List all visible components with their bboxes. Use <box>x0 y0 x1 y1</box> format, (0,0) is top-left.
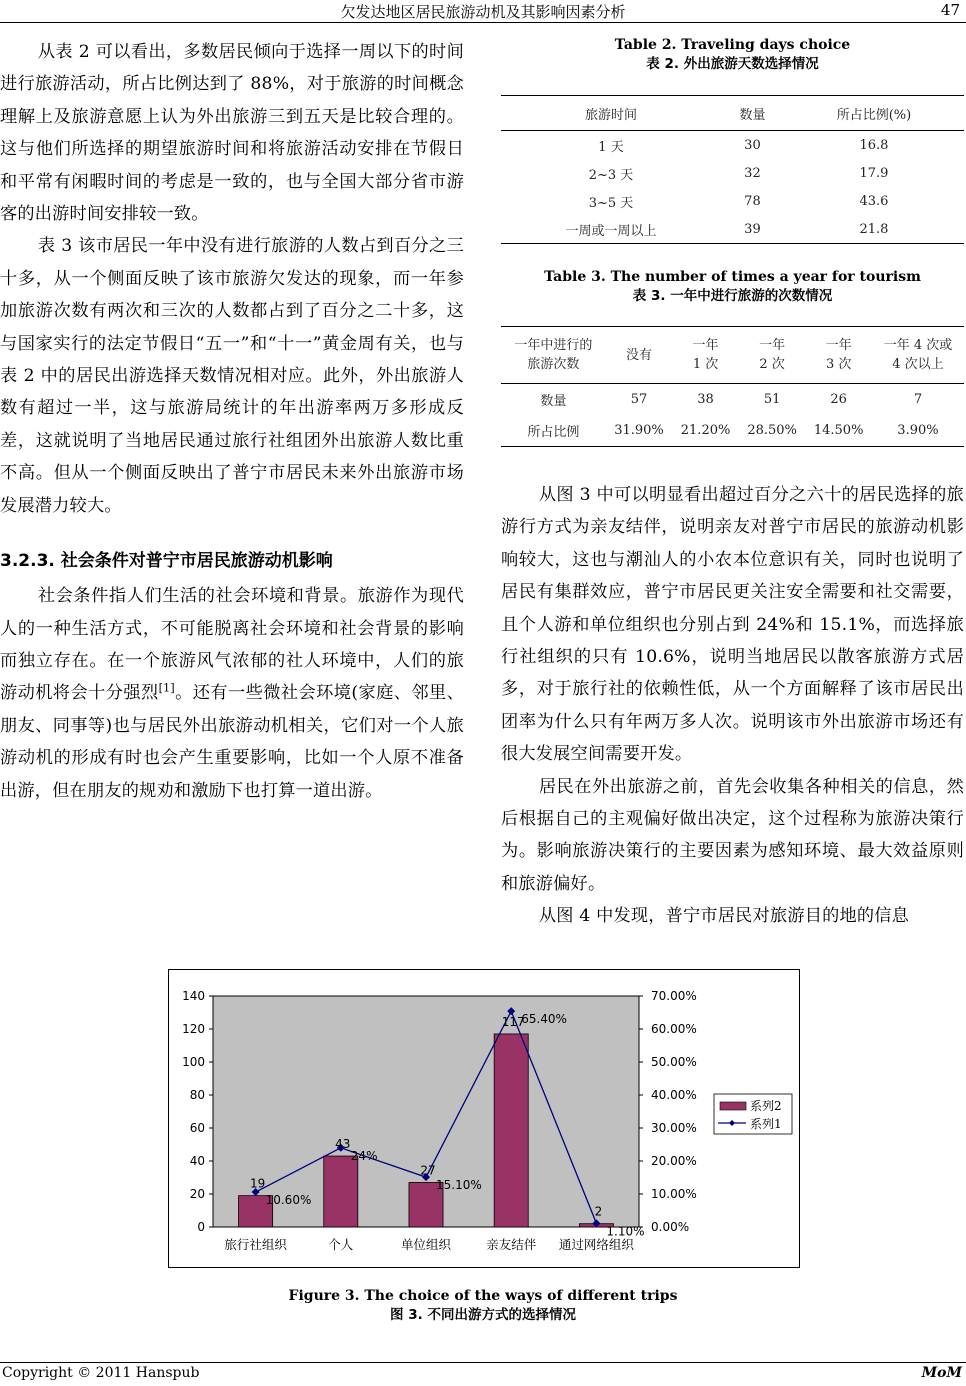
table-cell: 30 <box>744 137 761 153</box>
legend-label: 系列2 <box>750 1099 782 1113</box>
line-data-label: 1.10% <box>606 1224 645 1239</box>
table-cell: 7 <box>913 392 923 407</box>
header-line: 2 次 <box>759 357 785 372</box>
header-line: 一年 4 次或 <box>883 338 953 353</box>
table-cell: 32 <box>744 165 761 181</box>
page-footer <box>0 1362 966 1385</box>
journal-abbrev: MoM <box>921 1365 962 1381</box>
table3-header-cell <box>739 327 806 384</box>
header-line: 没有 <box>626 347 653 363</box>
table2-header-cell: 所占比例(%) <box>836 107 912 123</box>
bar <box>324 1156 358 1227</box>
bar-data-label: 19 <box>249 1176 266 1191</box>
copyright: Copyright © 2011 Hanspub <box>2 1365 200 1381</box>
table-cell: 26 <box>830 392 847 407</box>
x-category-label: 旅行社组织 <box>224 1237 287 1252</box>
table3-header-cell <box>805 327 872 384</box>
header-line: 一年 <box>759 338 786 353</box>
line-data-label: 15.10% <box>436 1178 482 1193</box>
table-cell: 78 <box>744 193 761 209</box>
x-category-label: 单位组织 <box>400 1237 452 1252</box>
line-data-label: 65.40% <box>521 1012 567 1027</box>
y-right-tick-label: 70.00% <box>651 989 697 1003</box>
paragraph-social-tail: 。还有一些微社会环境(家庭、邻里、朋友、同事等)也与居民外出旅游动机相关，它们对一个人旅游动机的形成有时也会产生重要影响，比如一个人原不准备出游，但在朋友的规劝和激励下也打算一道出游。 <box>0 683 464 801</box>
figure3-caption-en: Figure 3. The choice of the ways of different trips <box>288 1288 678 1304</box>
figure3-caption <box>0 1287 966 1325</box>
paragraph-figure3-analysis: 从图 3 中可以明显看出超过百分之六十的居民选择的旅游行方式为亲友结伴，说明亲友对普宁市居民的旅游动机影响较大，这也与潮汕人的小农本位意识有关，同时也说明了居民有集群效应，普宁市居民更关注安全需要和社交需要，且个人游和单位组织也分别占到 24%和 15.1%，而选择旅行社组织的只有 10.6%，说明当地居民以散客旅游方式居多，对于旅行社的依赖性低，从一个方面解释了该市居民出团率为什么只有年两万多人次。说明该市外出旅游市场还有很大发展空间需要开发。 <box>501 485 964 765</box>
table-cell: 28.50% <box>747 423 797 438</box>
table-cell: 21.20% <box>680 423 731 438</box>
legend-swatch-bar <box>720 1102 746 1110</box>
table-cell: 3.90% <box>897 423 939 438</box>
table3-header-row <box>501 327 964 384</box>
header-line: 4 次以上 <box>892 357 944 372</box>
right-text-block <box>501 479 964 933</box>
y-left-tick-label: 60 <box>189 1121 205 1135</box>
line-data-label: 10.60% <box>265 1193 312 1208</box>
table-row <box>501 187 964 215</box>
y-right-tick-label: 40.00% <box>651 1088 697 1102</box>
paragraph-social-main: 社会条件指人们生活的社会环境和背景。旅游作为现代人的一种生活方式，不可能脱离社会环境和社会背景的影响而独立存在。在一个旅游风气浓郁的社人环境中，人们的旅游动机将会十分强烈 <box>0 586 464 704</box>
table-row <box>501 215 964 244</box>
bar-data-label: 43 <box>335 1137 351 1152</box>
bar-data-label: 117 <box>501 1014 525 1029</box>
header-line: 一年 <box>825 338 852 353</box>
section-heading: 3.2.3. 社会条件对普宁市居民旅游动机影响 <box>0 551 333 572</box>
y-right-tick-label: 50.00% <box>651 1055 697 1069</box>
table-row <box>501 159 964 187</box>
table3-caption-cn: 表 3. 一年中进行旅游的次数情况 <box>632 288 833 304</box>
header-line: 3 次 <box>825 357 852 372</box>
table3 <box>501 326 964 447</box>
table-cell: 3~5 天 <box>588 195 634 211</box>
table2-header-cell: 旅游时间 <box>585 107 638 123</box>
table-cell: 所占比例 <box>527 425 580 440</box>
table2-header-cell: 数量 <box>739 107 766 123</box>
table2-header-row <box>501 96 964 131</box>
page-number: 47 <box>940 1 960 19</box>
right-column <box>501 36 964 933</box>
y-left-tick-label: 40 <box>189 1154 205 1168</box>
bar-data-label: 2 <box>594 1204 603 1219</box>
table-cell: 57 <box>630 392 648 407</box>
y-right-tick-label: 60.00% <box>651 1022 697 1036</box>
table-cell: 38 <box>697 392 714 407</box>
paragraph-decision-behavior: 居民在外出旅游之前，首先会收集各种相关的信息，然后根据自己的主观偏好做出决定，这个过程称为旅游决策行为。影响旅游决策行的主要因素为感知环境、最大效益原则和旅游偏好。 <box>501 776 964 894</box>
header-line: 一年中进行的 <box>514 338 593 353</box>
citation-ref[interactable]: [1] <box>158 681 175 695</box>
table2-block <box>501 36 964 244</box>
x-category-label: 通过网络组织 <box>558 1237 634 1252</box>
left-column <box>0 36 464 807</box>
table-cell: 51 <box>763 392 781 407</box>
chart-svg <box>169 970 799 1267</box>
y-left-tick-label: 80 <box>189 1088 205 1102</box>
table-row <box>501 384 964 416</box>
paragraph-social-conditions <box>0 580 464 807</box>
table-row <box>501 131 964 160</box>
table-cell: 17.9 <box>859 165 889 181</box>
line-data-label: 24% <box>350 1148 378 1163</box>
table-cell: 数量 <box>540 394 567 409</box>
table-cell: 一周或一周以上 <box>565 223 657 239</box>
header-line: 旅游次数 <box>527 357 580 372</box>
table2-caption-cn: 表 2. 外出旅游天数选择情况 <box>646 56 819 72</box>
table-row <box>501 415 964 447</box>
figure3-caption-cn: 图 3. 不同出游方式的选择情况 <box>390 1307 576 1323</box>
table2 <box>501 95 964 244</box>
table2-caption-en: Table 2. Traveling days choice <box>614 37 851 53</box>
bar-data-label: 27 <box>420 1163 436 1178</box>
table3-header-cell <box>672 327 739 384</box>
header-line: 一年 <box>692 338 719 353</box>
figure3-chart <box>168 969 800 1268</box>
y-right-tick-label: 30.00% <box>651 1121 697 1135</box>
y-left-tick-label: 20 <box>189 1187 205 1201</box>
y-left-tick-label: 0 <box>197 1220 205 1234</box>
y-left-tick-label: 120 <box>182 1022 205 1036</box>
paragraph-table3-analysis: 表 3 该市居民一年中没有进行旅游的人数占到百分之三十多，从一个侧面反映了该市旅游欠发达的现象，而一年参加旅游次数有两次和三次的人数都占到了百分之二十多，这与国家实行的法定节假日“五一”和“十一”黄金周有关，也与表 2 中的居民出游选择天数情况相对应。此外，外出旅游人数有超过一半，这与旅游局统计的年出游率两万多形成反差，这就说明了当地居民通过旅行社组团外出旅游人数比重不高。但从一个侧面反映出了普宁市居民未来外出旅游市场发展潜力较大。 <box>0 236 464 516</box>
table3-header-cell <box>606 327 673 384</box>
y-left-tick-label: 100 <box>182 1055 205 1069</box>
paragraph-figure4-intro: 从图 4 中发现，普宁市居民对旅游目的地的信息 <box>538 906 910 927</box>
table3-header-cell <box>501 327 606 384</box>
table-cell: 1 天 <box>598 139 624 155</box>
y-left-tick-label: 140 <box>182 989 205 1003</box>
y-right-tick-label: 10.00% <box>651 1187 697 1201</box>
page-header <box>0 0 966 23</box>
legend-label: 系列1 <box>750 1117 782 1131</box>
y-right-tick-label: 0.00% <box>651 1220 690 1234</box>
table-cell: 14.50% <box>813 423 864 438</box>
table-cell: 21.8 <box>859 221 889 237</box>
x-category-label: 个人 <box>328 1237 354 1252</box>
y-right-tick-label: 20.00% <box>651 1154 697 1168</box>
table-cell: 43.6 <box>859 193 889 209</box>
table-cell: 2~3 天 <box>588 167 634 183</box>
table3-caption-en: Table 3. The number of times a year for tourism <box>544 269 921 285</box>
table-cell: 31.90% <box>614 423 664 438</box>
table-cell: 39 <box>744 221 761 237</box>
table3-block <box>501 268 964 447</box>
paragraph-table2-analysis: 从表 2 可以看出，多数居民倾向于选择一周以下的时间进行旅游活动，所占比例达到了 88%，对于旅游的时间概念理解上及旅游意愿上认为外出旅游三到五天是比较合理的。这与他们所选择的期望旅游时间和将旅游活动安排在节假日和平常有闲暇时间的考虑是一致的，也与全国大部分省市游客的出游时间安排较一致。 <box>0 42 464 225</box>
bar <box>494 1034 528 1227</box>
running-title: 欠发达地区居民旅游动机及其影响因素分析 <box>340 3 626 21</box>
table3-header-cell <box>872 327 964 384</box>
header-line: 1 次 <box>692 357 719 372</box>
x-category-label: 亲友结伴 <box>486 1237 537 1252</box>
table-cell: 16.8 <box>859 137 889 153</box>
